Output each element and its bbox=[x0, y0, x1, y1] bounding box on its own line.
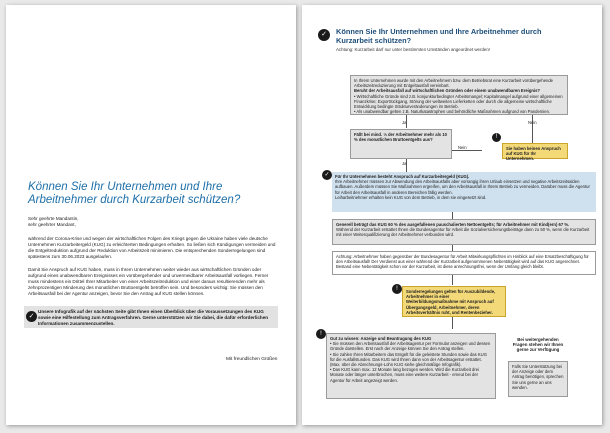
good-to-know-bullet-3: • Das KUG kann max. 12 Monate lang bezogen werden. Wird die Kurzarbeit drei Monate oder länger unterbrochen, muss eine weitere Kurzarbeit - erneut bei der Agentur für Arbeit angezeigt werden. bbox=[330, 367, 480, 383]
alert-icon: ! bbox=[392, 284, 402, 294]
connector bbox=[532, 114, 533, 144]
good-to-know-box bbox=[326, 333, 496, 399]
paragraph-2: Damit Sie Anspruch auf KUG haben, muss in Ihrem Unternehmen weiter wieder aus wirtschaftlichen Gründen oder aufgrund eines unabwendbaren Ereignisses ein vorübergehender und unvermeidbarer Arbeitsausfall vorliegen. Ferner muss mindestens ein Drittel Ihrer Mitarbeiter von einer Arbeitszeitreduktion und einer daraus resultierenden mehr als zehnprozentigen Minderung des monatlichen Bruttoentgelts betroffen sein. Und besonders wichtig: Sie müssen den Arbeitsausfall bei der Agentur anzeigen, bevor Sie den Antrag auf KUG stellen können. bbox=[28, 267, 269, 296]
good-to-know-bullet-1: • Sie müssen den Arbeitsausfall der Arbeitsagentur per Formular anzeigen und dessen Gründe darstellen. Erst nach der Anzeige können Sie den Antrag stellen. bbox=[330, 341, 491, 352]
connector bbox=[452, 150, 482, 151]
question-box-1 bbox=[350, 75, 568, 115]
amount-box bbox=[332, 219, 596, 245]
q1-line-1: In Ihrem Unternehmen wurde mit den Arbeitnehmern bzw. dem Betriebsrat eine Kurzarbeit vorübergehende Arbeitszeitreduzierung mit Entgeltausfall vereinbart. bbox=[354, 78, 554, 89]
contact-note bbox=[508, 335, 568, 357]
special-rules-box bbox=[402, 286, 506, 317]
q1-line-2: Beruht der Arbeitsausfall auf wirtschaftlichen Gründen oder einem unabwendbaren Ereignis? bbox=[354, 88, 540, 94]
amount-text: Während der Kurzarbeit erstattet Ihnen die Bundesagentur für Arbeit die Sozialversicherungsbeiträge dann zu 50 %, wenn die Kurzarbeit mit einer Weiterqualifizierung der Arbeitnehmer verbunden wird. bbox=[336, 227, 590, 238]
entitlement-heading: Für Ihr Unternehmen besteht Anspruch auf Kurzarbeitergeld (KUG). bbox=[335, 174, 470, 179]
yes-label-2: Ja bbox=[402, 161, 407, 166]
notice-box bbox=[332, 251, 596, 275]
no-claim-text: Sie haben keinen Anspruch auf KUG für Ihr Unternehmen. bbox=[506, 146, 561, 162]
paragraph-1: während der Corona-Krise und wegen der wirtschaftlichen Folgen des Kriegs gegen die Ukraine haben viele deutsche Unternehmen Kurzarbeitergeld (KUG) zu erleichterten Bedingungen erhalten. So ließen sich Kündigungen vermeiden und die Entgeltreduktion aufgrund der Reduktion von Arbeitszeit minimieren. Die entsprechenden Sonderregelungen sind spätestens zum 30.06.2023 ausgelaufen. bbox=[28, 236, 276, 259]
no-label-2: Nein bbox=[458, 145, 467, 150]
connector bbox=[452, 275, 453, 285]
alert-icon: ! bbox=[492, 133, 501, 142]
notice-text: Achtung: Arbeitnehmer haben gegenüber der Bundesagentur für Arbeit Mitwirkungspflichten im Hinblick auf eine Ersatzbeschäftigung für den Arbeitsausfall! Der Verdienst aus einer während der Kurzarbeit aufgenommenen Nebentätigkeit wird auf das KUG angerechnet. Bestand eine Nebentätigkeit schon vor der Kurzarbeit, ist diese anrechnungsfrei, wenn der Umfang gleich bleibt. bbox=[336, 254, 589, 270]
entitlement-text-2: Leiharbeitnehmer erhalten kein KUG von dem Betrieb, in dem sie eingesetzt sind. bbox=[335, 194, 487, 200]
left-page bbox=[6, 5, 296, 425]
info-box-text: Unsere Infografik auf der nächsten Seite gibt Ihnen einen Überblick über die Voraussetzungen des KUG sowie eine Hilfestellung zum Antragsverfahren. Gerne unterstützen wir Sie dabei, die dafür erforderlichen Informationen zusammenzustellen. bbox=[38, 309, 269, 326]
yes-label: Ja bbox=[402, 120, 407, 125]
letter-title: Können Sie Ihr Unternehmen und Ihre Arbeitnehmer durch Kurzarbeit schützen? bbox=[28, 181, 241, 206]
infographic-subtitle: Achtung: Kurzarbeit darf nur unter bestimmten Umständen angeordnet werden! bbox=[336, 47, 491, 52]
contact-note-text: Bei weitergehenden Fragen stehen wir Ihnen gerne zur Verfügung bbox=[512, 337, 564, 353]
question-box-2 bbox=[350, 129, 452, 159]
good-to-know-bullet-2: • Sie zahlen Ihren Mitarbeitern das Entgelt für die geleistete Stunden sowie das KUG für die Ausfallstunden. Das KUG wird Ihnen dann von der Arbeitsagentur erstattet. (Max. über die Abrechnungs-Lohn KUG siehe gleichmäßige Infografik). bbox=[330, 351, 487, 368]
infographic-title: Können Sie Ihr Unternehmen und Ihre Arbeitnehmer durch Kurzarbeit schützen? bbox=[336, 27, 542, 45]
check-icon: ✓ bbox=[26, 311, 37, 322]
q1-bullet-1: • Wirtschaftliche Gründe sind z.B. konjunkturbedingter Arbeitsmangel; Kapitalmangel aufgrund einer allgemeinen Finanzkrise; Exportrückgang, Störung der weltweiten Lieferketten oder durch die allgemeine wirtschaftliche Entwicklung bedingte Strukturveränderungen im Betrieb. bbox=[354, 93, 563, 110]
entitlement-text: Ihre Arbeitnehmer müssen zur Abwendung des Arbeitsausfalls aber vorrangig ihren Urlaub einsetzen und negative Arbeitszeitsalden aufbauen. Außerdem müssen Sie Maßnahmen ergreifen, um den Arbeitsausfall in Ihrem Betrieb zu vermeiden. Darüber muss die Agentur für Arbeit den Arbeitsausfall in anderen Bereichen fällig werden. bbox=[335, 179, 590, 195]
check-icon: ✓ bbox=[322, 170, 332, 180]
no-label: Nein bbox=[528, 120, 537, 125]
good-to-know-heading: Gut zu wissen: Anzeige und Beantragung des KUG bbox=[330, 336, 432, 341]
special-rules-text: Sonderregelungen gelten für Auszubildende, Arbeitnehmer in einer Weiterbildungsmaßnahme mit Anspruch auf Übergangsgeld, Arbeitnehmer, deren Arbeitsverhältnis ruht, und Rentenbezieher. bbox=[406, 289, 496, 315]
q1-bullet-2: • Als unabwendbar gelten z.B. Naturkatastrophen und behördliche Maßnahmen aufgrund von Pandemien. bbox=[354, 109, 551, 115]
closing: Mit freundlichen Grüßen bbox=[226, 357, 278, 362]
entitlement-box bbox=[332, 172, 596, 212]
salutation: Sehr geehrte Mandantin, sehr geehrter Mandant, bbox=[28, 216, 79, 227]
support-note-text: Falls Sie Unterstützung bei der Anzeige oder dem Antrag benötigen, sprechen Sie uns gerne an uns wenden. bbox=[512, 364, 564, 390]
connector bbox=[452, 212, 453, 219]
q2-text: Fällt bei mind. ⅓ der Arbeitnehmer mehr als 10 % des monatlichen Bruttoentgelts aus? bbox=[354, 132, 447, 143]
check-icon: ✓ bbox=[318, 29, 330, 41]
alert-icon: ! bbox=[316, 329, 326, 339]
support-note bbox=[508, 361, 568, 397]
no-claim-box bbox=[502, 143, 568, 162]
right-page bbox=[302, 5, 602, 425]
amount-heading: Generell beträgt das KUG 60 % des ausgefallenen pauschalierten Nettoentgelts; für Arbeitnehmer mit Kind(ern) 67 %. bbox=[336, 222, 570, 227]
connector bbox=[452, 317, 453, 329]
